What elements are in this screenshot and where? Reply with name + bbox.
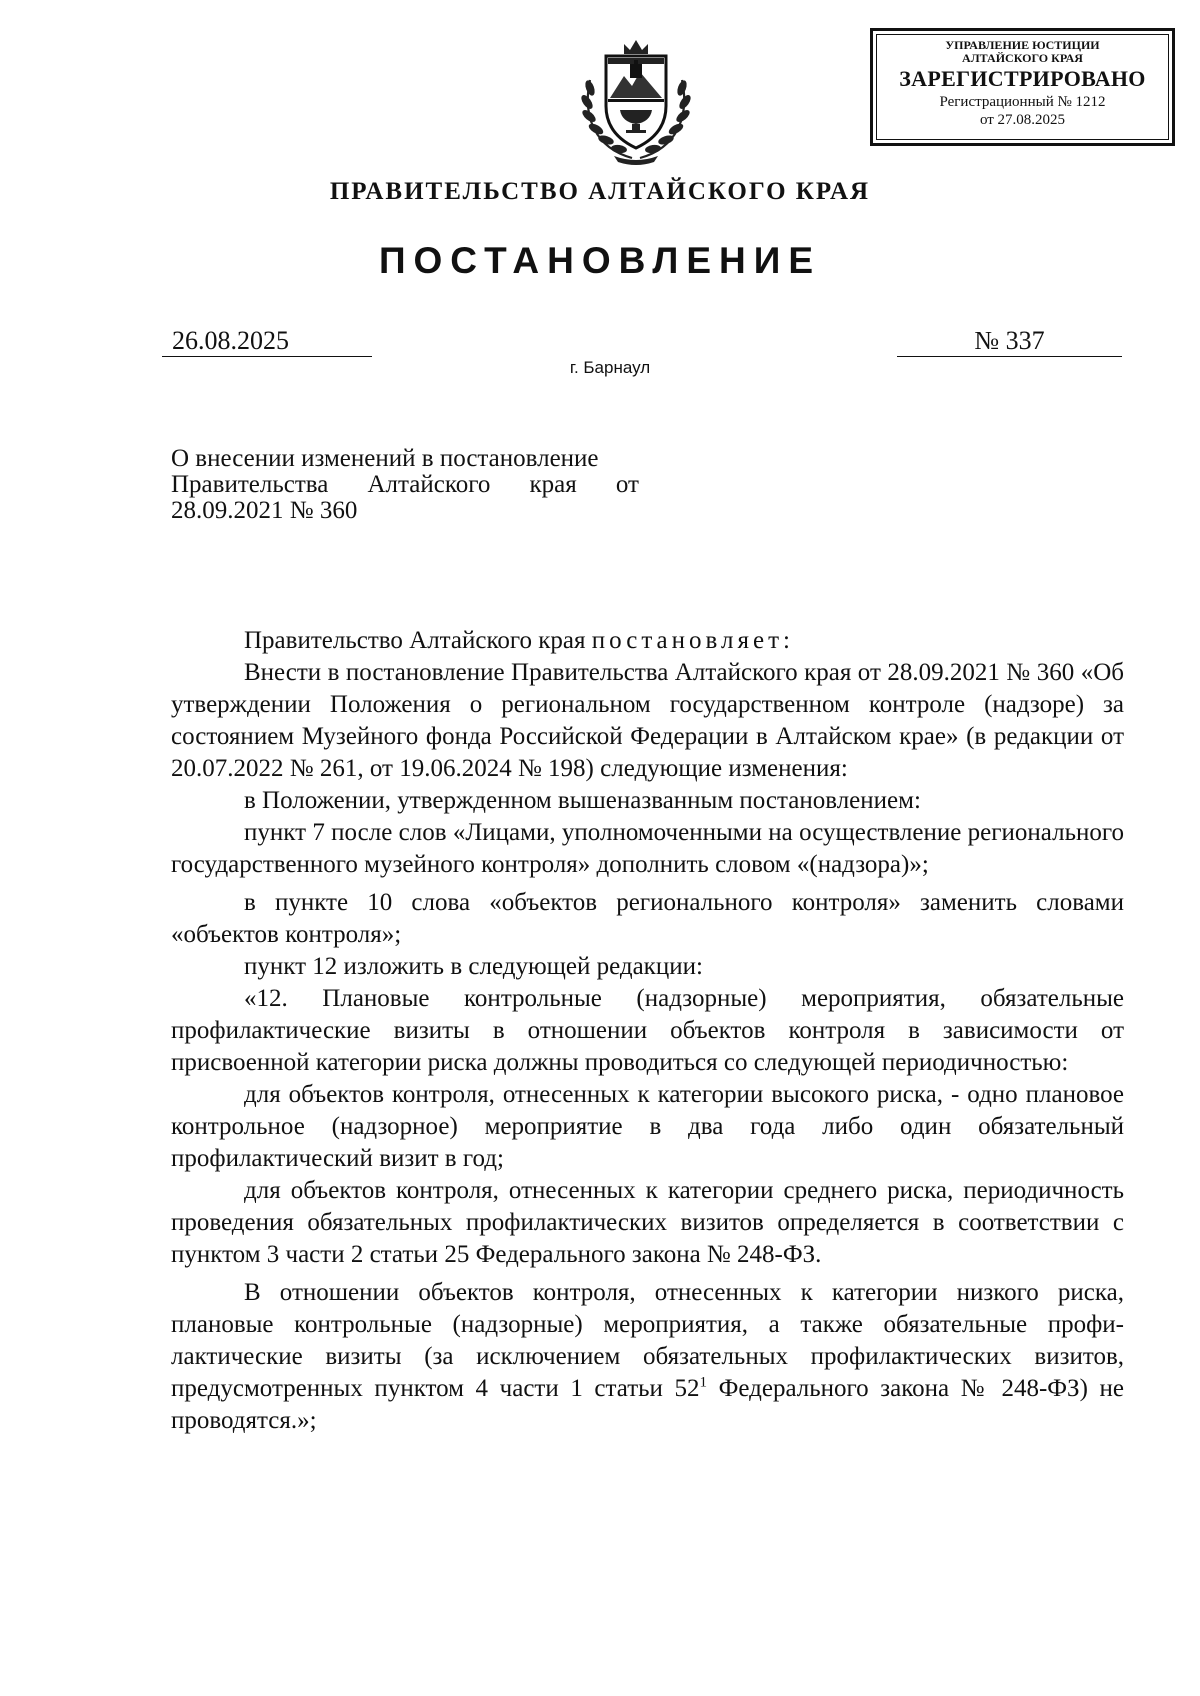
document-body [171, 625, 1124, 1437]
stamp-registered-title: ЗАРЕГИСТРИРОВАНО [899, 66, 1146, 91]
stamp-authority-line1: УПРАВЛЕНИЕ ЮСТИЦИИ [945, 38, 1100, 52]
coat-of-arms-emblem [574, 36, 698, 166]
resolution-colon: : [783, 627, 790, 654]
document-type-title: ПОСТАНОВЛЕНИЕ [378, 240, 822, 281]
body-paragraph: «12. Плановые контрольные (надзорные) мероприятия, обязательные профилактические визиты в отношении объектов контроля в зависимости от присвоенной категории риска должны проводиться со следующей периодичностью: [171, 985, 1124, 1076]
registration-stamp [870, 28, 1175, 146]
body-paragraph: в Положении, утвержденном вышеназванным постановлением: [244, 787, 921, 814]
resolution-verb: постановляет [591, 627, 783, 654]
body-paragraph [171, 625, 1124, 657]
subject-line: 28.09.2021 № 360 [171, 497, 358, 524]
subject-line: Правительства Алтайского края от [171, 471, 639, 498]
stamp-registration-number: Регистрационный № 1212 [939, 94, 1106, 110]
paragraph-text: Федерального закона № 248-ФЗ) не проводятся.»; [171, 1375, 1124, 1434]
resolution-preamble: Правительство Алтайского края [244, 627, 592, 654]
stamp-registration-date: от 27.08.2025 [979, 112, 1066, 128]
paragraph-text: В отношении объектов контроля, отнесенных к категории низкого риска, плановые контрольные (надзорные) мероприятия, а также обязательные профилактические визиты (за исключением обязательных профилактических визитов, предусмотренных пунктом 4 части 1 статьи 52 [171, 1279, 1124, 1402]
document-date: 26.08.2025 [162, 326, 372, 357]
body-paragraph: для объектов контроля, отнесенных к категории высокого риска, - одно плановое контрольное (надзорное) мероприятие в два года либо один обязательный профилактический визит в год; [171, 1081, 1124, 1172]
body-paragraph: в пункте 10 слова «объектов регионального контроля» заменить словами «объектов контроля»; [171, 889, 1124, 948]
body-paragraph: для объектов контроля, отнесенных к категории среднего риска, периодичность проведения обязательных профилактических визитов определяется в соответствии с пунктом 3 части 2 статьи 25 Федерального закона № 248-ФЗ. [171, 1177, 1124, 1268]
body-paragraph [171, 1277, 1124, 1437]
registration-stamp-inner [876, 34, 1169, 140]
stamp-authority-line2: АЛТАЙСКОГО КРАЯ [962, 51, 1083, 65]
body-paragraph: пункт 12 изложить в следующей редакции: [244, 953, 703, 980]
government-title: ПРАВИТЕЛЬСТВО АЛТАЙСКОГО КРАЯ [329, 178, 871, 205]
subject-line: О внесении изменений в постановление [171, 445, 599, 472]
body-paragraph: пункт 7 после слов «Лицами, уполномоченными на осуществление регионального государственного музейного контроля» дополнить словом «(надзора)»; [171, 819, 1124, 878]
superscript: 1 [699, 1374, 708, 1391]
document-city: г. Барнаул [569, 358, 651, 377]
document-subject [171, 446, 639, 524]
body-paragraph: Внести в постановление Правительства Алтайского края от 28.09.2021 № 360 «Об утверждении Положения о региональном государственном контроле (надзоре) за состоянием Музейного фонда Российской Федерации в Алтайском крае» (в редакции от 20.07.2022 № 261, от 19.06.2024 № 198) следующие изменения: [171, 659, 1124, 782]
document-number: № 337 [897, 326, 1122, 357]
